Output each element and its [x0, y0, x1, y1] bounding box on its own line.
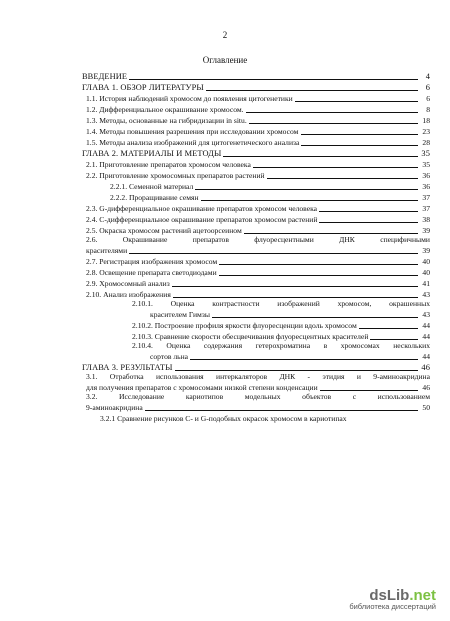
toc-leader: [195, 189, 418, 190]
toc-entry-text: 2.10.2. Построение профиля яркости флуоресценции вдоль хромосом: [132, 321, 357, 330]
toc-entry-text: 1.5. Методы анализа изображений для цитогенетического анализа: [86, 138, 300, 147]
toc-entry-page: 41: [422, 279, 430, 288]
toc-entry-page: 23: [422, 127, 430, 136]
toc-entry-text: ГЛАВА 1. ОБЗОР ЛИТЕРАТУРЫ: [82, 83, 204, 92]
toc-entry-page: 39: [422, 226, 430, 235]
watermark: [316, 587, 436, 611]
toc-entry[interactable]: [82, 169, 430, 180]
toc-entry-text: 2.4. С-дифференциальное окрашивание препаратов хромосом растений: [86, 215, 318, 224]
toc-entry[interactable]: [82, 277, 430, 288]
toc-leader: [201, 200, 418, 201]
toc-entry[interactable]: [82, 92, 430, 103]
watermark-logo: dsLib.net: [369, 587, 436, 604]
toc-entry[interactable]: [82, 319, 430, 330]
toc-entry-page: 44: [422, 352, 430, 361]
toc-entry-page: 46: [421, 363, 430, 372]
toc-entry[interactable]: [82, 70, 430, 81]
toc-entry-page: 36: [422, 182, 430, 191]
toc-entry-text: 2.2.1. Семенной материал: [110, 182, 194, 191]
toc-entry-page: 44: [422, 321, 430, 330]
toc-entry-page: 8: [426, 105, 430, 114]
toc-leader: [267, 178, 418, 179]
toc-leader: [145, 410, 418, 411]
toc-entry[interactable]: [82, 81, 430, 92]
toc-entry-2-10-1[interactable]: [82, 299, 430, 319]
toc-entry-page: 6: [426, 94, 430, 103]
toc-leader: [359, 328, 418, 329]
toc-entry-text: ГЛАВА 3. РЕЗУЛЬТАТЫ: [82, 363, 173, 372]
toc-entry-text-line1: 2.6. Окрашивание препаратов флуоресцентными ДНК специфичными: [86, 235, 430, 244]
toc-entry-3-2-1[interactable]: [82, 412, 430, 423]
toc-leader: [295, 101, 418, 102]
toc-block-b: [82, 255, 430, 299]
toc-block-c: [82, 319, 430, 341]
table-of-contents: [82, 70, 430, 423]
toc-entry-text: 2.1. Приготовление препаратов хромосом человека: [86, 160, 251, 169]
toc-leader: [320, 390, 418, 391]
toc-entry-text: 1.2. Дифференциальное окрашивание хромосом.: [86, 105, 244, 114]
toc-leader: [219, 264, 418, 265]
toc-entry-page: 39: [422, 246, 430, 255]
toc-leader: [301, 134, 419, 135]
toc-entry[interactable]: [82, 255, 430, 266]
toc-entry-page: 43: [422, 290, 430, 299]
toc-entry-text: 3.2.1 Сравнение рисунков С- и G-подобных окрасок хромосом в кариотипах: [100, 414, 347, 423]
toc-entry-text: 2.2.2. Проращивание семян: [110, 193, 199, 202]
toc-entry-text-line2: красителем Гимзы: [150, 310, 210, 319]
toc-leader: [246, 112, 418, 113]
toc-entry-text: 2.5. Окраска хромосом растений ацетоорсеином: [86, 226, 242, 235]
toc-entry-page: 35: [421, 149, 430, 158]
toc-leader: [173, 297, 418, 298]
toc-entry[interactable]: [82, 114, 430, 125]
toc-leader: [319, 222, 418, 223]
toc-leader: [172, 286, 418, 287]
toc-entry-text-line2: сортов льна: [150, 352, 189, 361]
toc-entry-page: 4: [425, 72, 430, 81]
toc-entry[interactable]: [82, 103, 430, 114]
toc-entry-text-line1: 3.2. Исследование кариотипов модельных объектов с использованием: [86, 392, 430, 401]
toc-entry-page: 35: [422, 160, 430, 169]
toc-leader: [370, 339, 418, 340]
toc-leader: [223, 156, 418, 157]
toc-entry[interactable]: [82, 288, 430, 299]
toc-entry-3-2[interactable]: [82, 392, 430, 412]
toc-leader: [219, 275, 418, 276]
toc-entry-2-6[interactable]: [82, 235, 430, 255]
toc-leader: [212, 317, 418, 318]
toc-entry-page: 18: [422, 116, 430, 125]
toc-entry-2-10-4[interactable]: [82, 341, 430, 361]
toc-entry-page: 37: [422, 204, 430, 213]
toc-entry-page: 6: [425, 83, 430, 92]
toc-leader: [319, 211, 418, 212]
toc-entry-text: 1.1. История наблюдений хромосом до появления цитогенетики: [86, 94, 293, 103]
toc-entry-text: 1.3. Методы, основанные на гибридизации in situ.: [86, 116, 247, 125]
toc-entry-text: 2.7. Регистрация изображения хромосом: [86, 257, 218, 266]
toc-entry-text: 2.9. Хромосомный анализ: [86, 279, 170, 288]
toc-entry[interactable]: [82, 330, 430, 341]
toc-entry-text: 2.10.3. Сравнение скорости обесцвечивания флуоресцентных красителей: [132, 332, 369, 341]
toc-entry-text-line2: красителями: [86, 246, 128, 255]
toc-entry-text-line1: 2.10.1. Оценка контрастности изображений хромосом, окрашенных: [132, 299, 430, 308]
toc-entry-page: 36: [422, 171, 430, 180]
toc-entry-page: 46: [422, 383, 430, 392]
toc-leader: [301, 145, 418, 146]
page-number: 2: [222, 30, 228, 40]
toc-entry-text: ГЛАВА 2. МАТЕРИАЛЫ И МЕТОДЫ: [82, 149, 222, 158]
toc-entry-page: 38: [422, 215, 430, 224]
toc-entry-text: 1.4. Методы повышения разрешения при исследовании хромосом: [86, 127, 299, 136]
toc-entry-text: 2.8. Освещение препарата светодиодами: [86, 268, 217, 277]
toc-entry[interactable]: [82, 224, 430, 235]
toc-entry[interactable]: [82, 180, 430, 191]
toc-entry[interactable]: [82, 202, 430, 213]
toc-entry[interactable]: [82, 213, 430, 224]
toc-entry[interactable]: [82, 266, 430, 277]
toc-entry-text-line2: для получения препаратов с хромосомами низкой степени конденсации: [86, 383, 318, 392]
toc-leader: [190, 359, 418, 360]
toc-leader: [129, 253, 418, 254]
toc-entry[interactable]: [82, 136, 430, 147]
toc-entry-page: 43: [422, 310, 430, 319]
toc-leader: [249, 123, 418, 124]
toc-entry-3-1[interactable]: [82, 372, 430, 392]
toc-entry[interactable]: [82, 147, 430, 158]
toc-entry-page: 40: [422, 257, 430, 266]
toc-entry-text: 2.10. Анализ изображения: [86, 290, 171, 299]
toc-leader: [244, 233, 418, 234]
toc-entry[interactable]: [82, 125, 430, 136]
toc-title: Оглавление: [202, 55, 248, 65]
toc-leader: [129, 79, 418, 80]
toc-leader: [175, 370, 418, 371]
toc-leader: [206, 90, 418, 91]
toc-entry-page: 40: [422, 268, 430, 277]
toc-entry-chapter-3[interactable]: [82, 361, 430, 372]
toc-entry[interactable]: [82, 158, 430, 169]
toc-entry-page: 37: [422, 193, 430, 202]
toc-entry-page: 50: [422, 403, 430, 412]
toc-entry-page: 28: [422, 138, 430, 147]
toc-entry-text-line1: 2.10.4. Оценка содержания гетерохроматина в хромосомах нескольких: [132, 341, 430, 350]
toc-entry-text: ВВЕДЕНИЕ: [82, 72, 128, 81]
toc-entry[interactable]: [82, 191, 430, 202]
toc-leader: [253, 167, 418, 168]
watermark-subtitle: библиотека диссертаций: [349, 602, 436, 611]
toc-entry-page: 44: [422, 332, 430, 341]
toc-block-a: [82, 70, 430, 235]
toc-entry-text: 2.2. Приготовление хромосомных препаратов растений: [86, 171, 265, 180]
toc-entry-text: 2.3. G-дифференциальное окрашивание препаратов хромосом человека: [86, 204, 318, 213]
toc-entry-text-line2: 9-аминоакридина: [86, 403, 143, 412]
toc-entry-text-line1: 3.1. Отработка использования интеркаляторов ДНК - этидия и 9-аминоакридина: [86, 372, 430, 381]
